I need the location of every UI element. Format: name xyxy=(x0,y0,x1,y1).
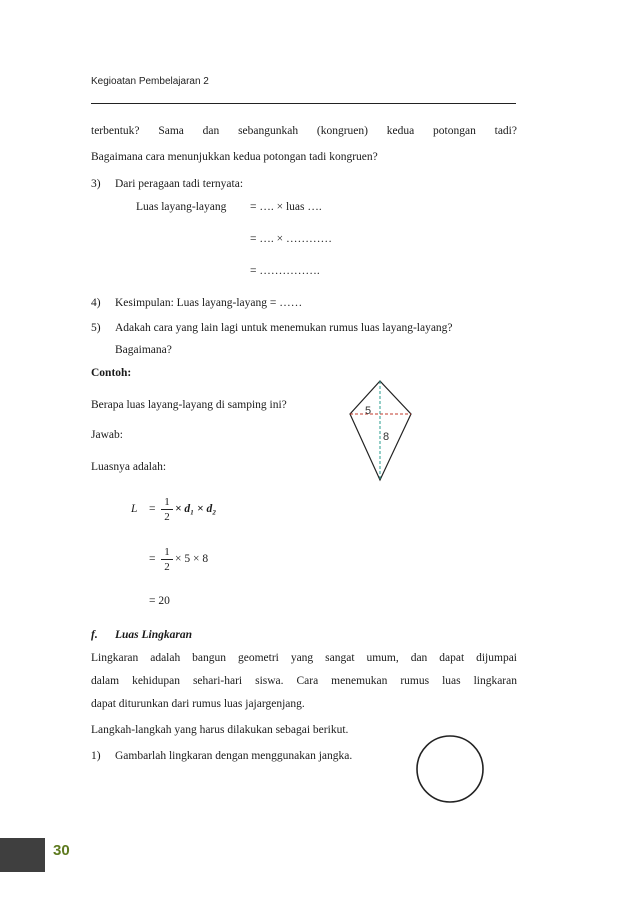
section-f-para-line-2: dalam kehidupan sehari-hari siswa. Cara menemukan rumus luas lingkaran xyxy=(91,675,517,687)
section-f-title: Luas Lingkaran xyxy=(115,629,193,641)
fraction-bar xyxy=(161,509,173,510)
step-4-text: Kesimpulan: Luas layang-layang = …… xyxy=(115,297,303,309)
section-f-steps-intro: Langkah-langkah yang harus dilakukan sebagai berikut. xyxy=(91,724,349,736)
step-3-label: Luas layang-layang xyxy=(136,201,227,213)
fraction-denominator: 2 xyxy=(164,511,170,523)
step-5-number: 5) xyxy=(91,322,101,334)
step-4-number: 4) xyxy=(91,297,101,309)
intro-line-2: Bagaimana cara menunjukkan kedua potongan tadi kongruen? xyxy=(91,151,378,163)
fraction-numerator-2: 1 xyxy=(164,546,170,558)
page-number-tab xyxy=(0,838,45,872)
step-3-text: Dari peragaan tadi ternyata: xyxy=(115,178,244,190)
formula-diagonals: × d₁ × d₂ xyxy=(175,503,217,515)
section-f-para-line-3: dapat diturunkan dari rumus luas jajargenjang. xyxy=(91,698,305,710)
example-area-label: Luasnya adalah: xyxy=(91,461,167,473)
formula-fraction-half xyxy=(161,496,173,523)
step-3-eq-2: = …. × ………… xyxy=(250,233,332,245)
formula-symbol-l: L xyxy=(131,503,138,515)
step-3-number: 3) xyxy=(91,178,101,190)
step-3-eq-1: = …. × luas …. xyxy=(250,201,322,213)
example-question: Berapa luas layang-layang di samping ini? xyxy=(91,399,287,411)
formula-result: = 20 xyxy=(149,595,170,607)
fraction-denominator-2: 2 xyxy=(164,561,170,573)
formula-equals: = xyxy=(149,503,156,515)
kite-d2-label: 8 xyxy=(383,431,390,443)
section-f-step-1-number: 1) xyxy=(91,750,101,762)
section-f-para-line-1: Lingkaran adalah bangun geometri yang sangat umum, dan dapat dijumpai xyxy=(91,652,517,664)
circle-figure xyxy=(414,733,486,805)
section-f-step-1-text: Gambarlah lingkaran dengan menggunakan jangka. xyxy=(115,750,353,762)
kite-outline xyxy=(350,381,411,480)
section-f-letter: f. xyxy=(91,629,98,641)
circle-outline xyxy=(417,736,483,802)
header-rule xyxy=(91,103,516,104)
example-heading: Contoh: xyxy=(91,367,132,379)
fraction-numerator: 1 xyxy=(164,496,170,508)
running-header: Kegioatan Pembelajaran 2 xyxy=(91,76,209,87)
example-answer-label: Jawab: xyxy=(91,429,123,441)
kite-d1-label: 5 xyxy=(365,405,372,417)
fraction-bar-2 xyxy=(161,559,173,560)
step-3-eq-3: = ……………. xyxy=(250,265,320,277)
intro-line-1: terbentuk? Sama dan sebangunkah (kongruen) kedua potongan tadi? xyxy=(91,125,517,137)
page-number: 30 xyxy=(53,842,70,859)
step-5-line-1: Adakah cara yang lain lagi untuk menemukan rumus luas layang-layang? xyxy=(115,322,453,334)
formula-substitution: × 5 × 8 xyxy=(175,553,209,565)
step-5-line-2: Bagaimana? xyxy=(115,344,172,356)
formula-fraction-half-2 xyxy=(161,546,173,573)
formula-equals-2: = xyxy=(149,553,156,565)
kite-figure xyxy=(345,378,420,484)
